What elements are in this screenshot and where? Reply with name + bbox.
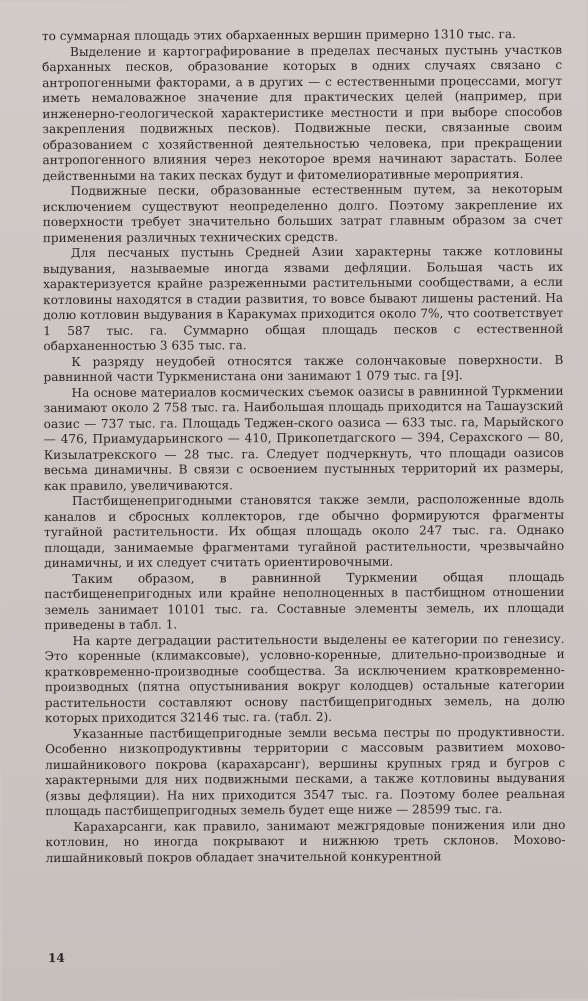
paragraph-7: Пастбищенепригодными становятся также земли, расположенные вдоль каналов и сбросных коллекторов, где обычно формируются фрагменты тугайной растительности. Их общая площадь около 247 тыс. га. Однако площади, занимаемые фрагментами тугайной растительности, чрезвычайно динамичны, и их следует считать ориентировочными. <box>44 491 565 571</box>
paragraph-6: На основе материалов космических съемок оазисы в равнинной Туркмении занимают около 2 758 тыс. га. Наибольшая площадь приходится на Ташаузский оазис — 737 тыс. га. Площадь Теджен-ского оазиса — 633 тыс. га, Марыйского — 476, Приамударьинского — 410, Прикопетдагского — 394, Серахского — 80, Кизылатрекского — 28 тыс. га. Следует подчеркнуть, что площади оазисов весьма динамичны. В связи с освоением пустынных территорий их размеры, как правило, увеличиваются. <box>43 383 564 493</box>
page-number: 14 <box>47 951 65 966</box>
paragraph-2: Выделение и картографирование в пределах песчаных пустынь участков барханных песков, образование которых в одних случаях связано с антропогенными факторами, а в других — с естественными процессами, могут иметь немаловажное значение для практических целей (например, при инженерно-геологической характеристике местности и при выборе способов закрепления подвижных песков). Подвижные пески, связанные своим образованием с хозяйственной деятельностью человека, при прекращении антропогенного влияния через некоторое время начинают зарастать. Более действенными на таких песках будут и фитомелиоративные мероприятия. <box>42 42 563 183</box>
paragraph-3: Подвижные пески, образованные естественным путем, за некоторым исключением существуют неопределенно долго. Поэтому закрепление их поверхности требует значительно больших затрат главным образом за счет применения различных технических средств. <box>42 181 563 245</box>
paragraph-8: Таким образом, в равнинной Туркмении общая площадь пастбищенепригодных или крайне неполноценных в пастбищном отношении земель занимает 10101 тыс. га. Составные элементы земель, их площади приведены в табл. 1. <box>44 569 565 633</box>
page-text <box>42 27 566 866</box>
paragraph-4: Для песчаных пустынь Средней Азии характерны также котловины выдувания, называемые иногда язвами дефляции. Большая часть их характеризуется крайне разреженными растительными сообществами, а если котловины находятся в стадии развития, то вовсе бывают лишены растений. На долю котловин выдувания в Каракумах приходится около 7%, что соответствует 1 587 тыс. га. Суммарно общая площадь песков с естественной обарханенностью 3 635 тыс. га. <box>42 243 564 354</box>
paragraph-10: Указанные пастбищепригодные земли весьма пестры по продуктивности. Особенно низкопродуктивны территории с массовым развитием мохово-лишайникового покрова (карахарсанг), вершины крупных гряд и бугров с характерными для них подвижными песками, а также котловины выдувания (язвы дефляции). На них приходится 3547 тыс. га. Поэтому более реальная площадь пастбищепригодных земель будет еще ниже — 28599 тыс. га. <box>45 724 566 819</box>
paragraph-5: К разряду неудобей относятся также солончаковые поверхности. В равнинной части Туркменистана они занимают 1 079 тыс. га [9]. <box>43 352 564 385</box>
paragraph-1: то суммарная площадь этих обархаенных вершин примерно 1310 тыс. га. <box>41 27 516 44</box>
paragraph-9: На карте деградации растительности выделены ее категории по генезису. Это коренные (климаксовые), условно-коренные, длительно-производные и кратковременно-производные сообщества. За исключением кратковременно-производных (пятна опустынивания вокруг колодцев) остальные категории растительности составляют основу пастбищепригодных земель, на долю которых приходится 32146 тыс. га. (табл. 2). <box>44 631 565 726</box>
paragraph-11: Карахарсанги, как правило, занимают межгрядовые понижения или дно котловин, но иногда покрывают и нижнюю треть склонов. Мохово-лишайниковый покров обладает значительной конкурентной <box>45 817 566 865</box>
